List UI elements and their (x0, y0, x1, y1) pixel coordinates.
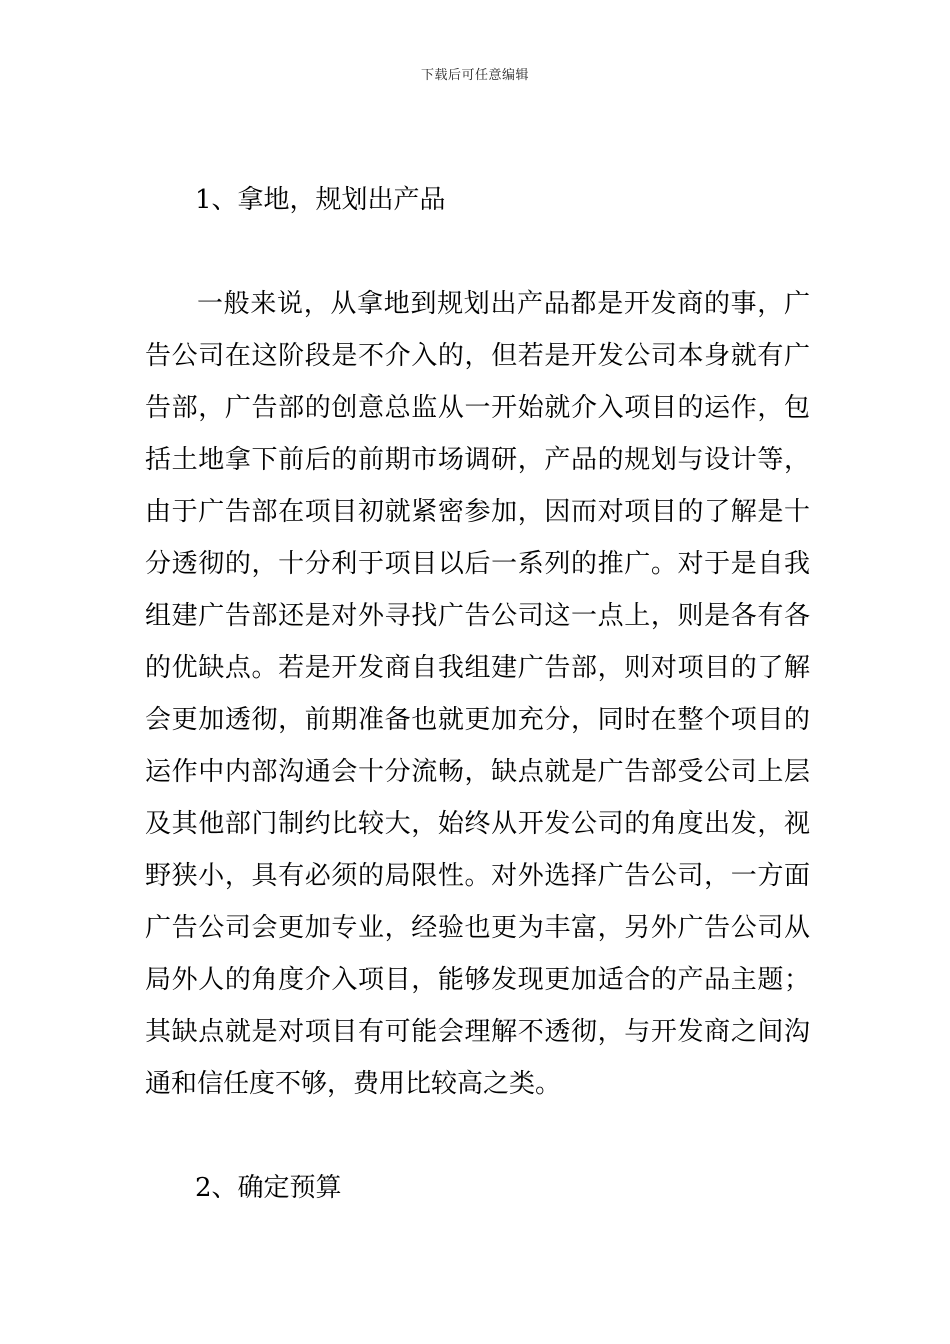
section-heading-2: 2、确定预算 (195, 1173, 342, 1203)
section-paragraph-1: 一般来说，从拿地到规划出产品都是开发商的事，广告公司在这阶段是不介入的，但若是开发公司本身就有广告部，广告部的创意总监从一开始就介入项目的运作，包括土地拿下前后的前期市场调研，产品的规划与设计等，由于广告部在项目初就紧密参加，因而对项目的了解是十分透彻的，十分利于项目以后一系列的推广。对于是自我组建广告部还是对外寻找广告公司这一点上，则是各有各的优缺点。若是开发商自我组建广告部，则对项目的了解会更加透彻，前期准备也就更加充分，同时在整个项目的运作中内部沟通会十分流畅，缺点就是广告部受公司上层及其他部门制约比较大，始终从开发公司的角度出发，视野狭小，具有必须的局限性。对外选择广告公司，一方面广告公司会更加专业，经验也更为丰富，另外广告公司从局外人的角度介入项目，能够发现更加适合的产品主题；其缺点就是对项目有可能会理解不透彻，与开发商之间沟通和信任度不够，费用比较高之类。 (145, 289, 810, 1099)
paragraph-gap (145, 1110, 810, 1162)
page-header: 下载后可任意编辑 (420, 68, 529, 83)
paragraph-gap (145, 226, 810, 278)
document-body (145, 174, 810, 1214)
section-heading-1: 1、拿地，规划出产品 (195, 185, 446, 215)
